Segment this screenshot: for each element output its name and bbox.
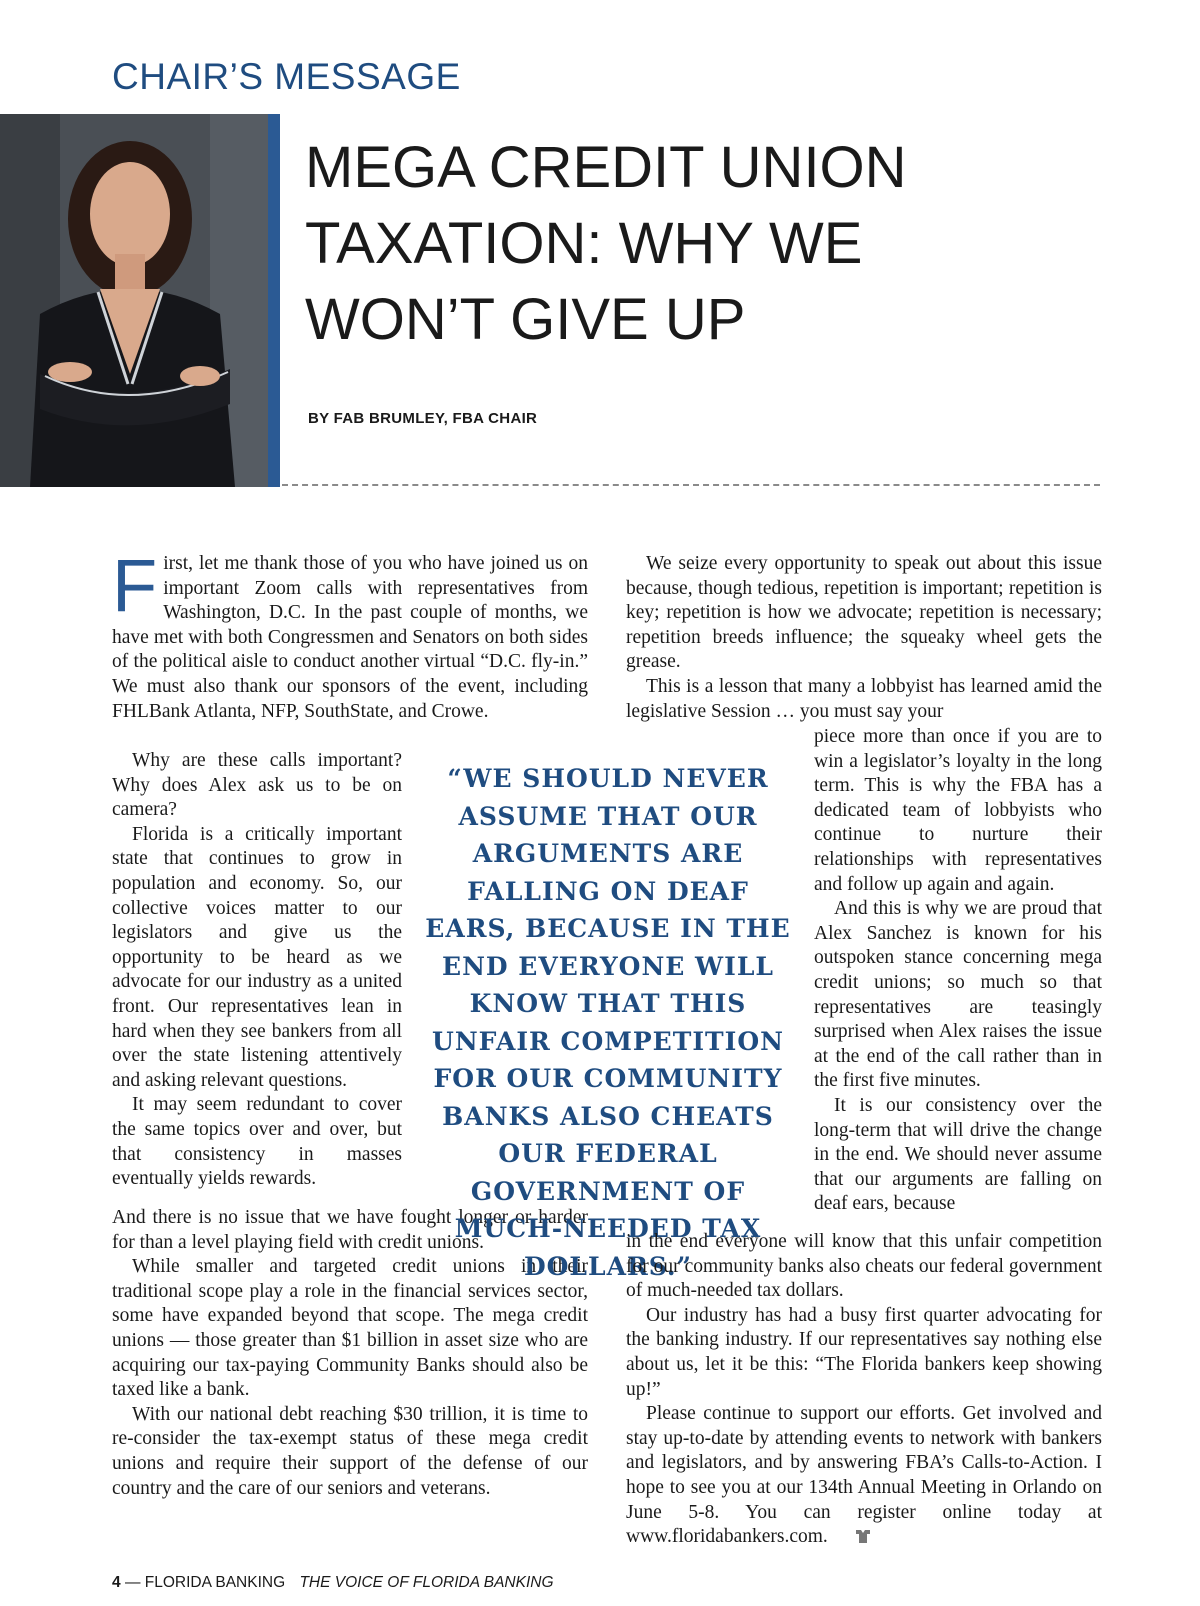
body-column-right-bottom bbox=[626, 1230, 1102, 1552]
portrait-illustration bbox=[0, 114, 268, 487]
publication-name: — FLORIDA BANKING bbox=[124, 1574, 286, 1591]
paragraph: While smaller and targeted credit unions in their traditional scope play a role in the financial services sector, some have expanded beyond that scope. The mega credit unions — those greater than $1 billion in asset size who are acquiring our tax-paying Community Banks should also be taxed like a bank. bbox=[112, 1256, 588, 1401]
paragraph-text: Please continue to support our efforts. Get involved and stay up-to-date by attending events to network with bankers and legislators, and by answering FBA’s Calls-to-Action. I hope to see you at our 134th Annual Meeting in Orlando on June 5-8. You can register online today at www.floridabankers.com. bbox=[626, 1403, 1102, 1548]
paragraph: in the end everyone will know that this unfair competition for our community banks also cheats our federal government of much-needed tax dollars. bbox=[626, 1231, 1102, 1302]
paragraph bbox=[112, 544, 588, 724]
pull-quote: “WE SHOULD NEVER ASSUME THAT OUR ARGUMENTS ARE FALLING ON DEAF EARS, BECAUSE IN THE END EVERYONE WILL KNOW THAT THIS UNFAIR COMPETITION FOR OUR COMMUNITY BANKS ALSO CHEATS OUR FEDERAL GOVERNMENT OF MUCH-NEEDED TAX DOLLARS.” bbox=[425, 764, 791, 1281]
body-column-left-top bbox=[112, 544, 588, 724]
dashed-divider bbox=[282, 484, 1100, 486]
body-column-right-top bbox=[626, 552, 1102, 724]
paragraph: Why are these calls important? Why does Alex ask us to be on camera? bbox=[112, 750, 402, 821]
fba-end-mark-icon bbox=[834, 1527, 872, 1552]
paragraph: With our national debt reaching $30 trillion, it is time to re-consider the tax-exempt status of these mega credit unions and require their support of the defense of our country and the care of our seniors and veterans. bbox=[112, 1403, 588, 1499]
paragraph-text: irst, let me thank those of you who have joined us on important Zoom calls with representatives from Washington, D.C. In the past couple of months, we have met with both Congressmen and Senators on both sides of the political aisle to conduct another virtual “D.C. fly-in.” We must also thank our sponsors of the event, including FHLBank Atlanta, NFP, SouthState, and Crowe. bbox=[112, 553, 588, 722]
drop-cap: F bbox=[112, 544, 158, 627]
headline-line: WON’T GIVE UP bbox=[305, 287, 746, 352]
paragraph: Florida is a critically important state that continues to grow in population and economy. So, our collective voices matter to our legislators and give us the opportunity to be heard as we advocate for our industry as a united front. Our representatives lean in hard when they see bankers from all over the state listening attentively and asking relevant questions. bbox=[112, 823, 402, 1091]
paragraph bbox=[626, 1402, 1102, 1552]
paragraph: piece more than once if you are to win a legislator’s loyalty in the long term. This is why the FBA has a dedicated team of lobbyists who continue to nurture their relationships with representatives and follow up again and again. bbox=[814, 726, 1102, 895]
page-footer bbox=[112, 1574, 554, 1592]
paragraph: And there is no issue that we have fought longer or harder for than a level playing field with credit unions. bbox=[112, 1207, 588, 1253]
headline-line: MEGA CREDIT UNION bbox=[305, 135, 907, 200]
body-column-right-middle bbox=[814, 725, 1102, 1217]
headline-line: TAXATION: WHY WE bbox=[305, 211, 863, 276]
page-number: 4 bbox=[112, 1574, 121, 1591]
byline: BY FAB BRUMLEY, FBA CHAIR bbox=[308, 410, 538, 427]
paragraph: We seize every opportunity to speak out about this issue because, though tedious, repetition is important; repetition is key; repetition is how we advocate; repetition is necessary; repetition breeds influence; the squeaky wheel gets the grease. bbox=[626, 553, 1102, 673]
paragraph: This is a lesson that many a lobbyist has learned amid the legislative Session … you must say your bbox=[626, 675, 1102, 722]
section-label: CHAIR’S MESSAGE bbox=[112, 56, 461, 97]
publication-tagline: THE VOICE OF FLORIDA BANKING bbox=[299, 1574, 554, 1591]
accent-bar bbox=[268, 114, 280, 487]
paragraph: It may seem redundant to cover the same topics over and over, but that consistency in masses eventually yields rewards. bbox=[112, 1094, 402, 1190]
paragraph: It is our consistency over the long-term that will drive the change in the end. We should never assume that our arguments are falling on deaf ears, because bbox=[814, 1094, 1102, 1215]
paragraph: And this is why we are proud that Alex Sanchez is known for his outspoken stance concerning mega credit unions; so much so that representatives are teasingly surprised when Alex raises the issue at the end of the call rather than in the first five minutes. bbox=[814, 898, 1102, 1092]
body-column-left-middle bbox=[112, 749, 402, 1192]
paragraph: Our industry has had a busy first quarter advocating for the banking industry. If our representatives say nothing else about us, let it be this: “The Florida bankers keep showing up!” bbox=[626, 1304, 1102, 1400]
headline bbox=[305, 130, 905, 358]
author-portrait-photo bbox=[0, 114, 268, 487]
